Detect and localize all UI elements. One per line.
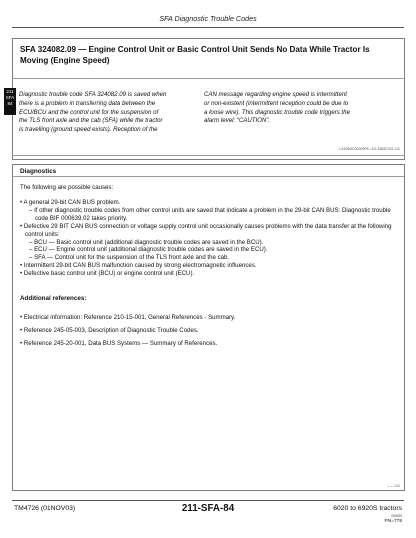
header-title: SFA Diagnostic Trouble Codes [159,14,257,23]
cause-item: • Intermittent 29-bit CAN BUS malfunction caused by strong electromagnetic influences. [20,262,257,270]
description-column-left [19,91,195,135]
section-code: LX20506,00000F5 –19–16DEC03–1/1 [339,147,400,151]
description-line: there is a problem in transferring data between the [19,99,156,107]
description-column-right [204,91,394,126]
footer-pn: PN=778 [384,519,402,524]
footer-manual-id: TM4726 (01NOV03) [14,505,76,512]
cause-subitem: – BCU — Basic control unit (additional diagnostic trouble codes are saved in the BCU). [29,238,264,246]
description-line: alarm level: “CAUTION”. [204,117,271,125]
diagnostics-code: – – –1/1 [387,484,400,488]
reference-item: • Electrical information: Reference 210-15-001, General References - Summary. [20,314,236,321]
description-line: Diagnostic trouble code SFA 324082.09 is saved when [19,91,167,98]
side-tab-line: 211 [6,89,14,94]
reference-item: • Reference 245-05-003, Description of Diagnostic Trouble Codes. [20,327,199,334]
description-line: ECU/BCU and the control unit for the suspension of [19,108,159,116]
header-rule [12,27,404,28]
cause-item: • A general 29-bit CAN BUS problem. [20,199,121,206]
cause-subitem: – ECU — Engine control unit (additional diagnostic trouble codes are saved in the ECU). [29,246,268,254]
cause-item: • Defective 29 BIT CAN BUS connection or voltage supply control unit occasionally causes problems with the data transfer at the following control units: [20,222,392,238]
reference-item: • Reference 245-20-001, Data BUS Systems — Summary of References. [20,340,218,347]
description-line: or non-existent (intermittent reception could be due to [204,99,349,107]
diagnostics-intro: The following are possible causes: [20,184,114,191]
footer-page-number: 211-SFA-84 [181,503,235,514]
cause-subitem: – If other diagnostic trouble codes from other control units are saved that indicate a problem in the 29-bit CAN BUS: Diagnostic trouble code BIF 000639.02 takes priority. [29,206,391,222]
description-line: is travelling (ground speed exists). Reception of the [19,126,158,134]
diagnostics-title: Diagnostics [20,168,57,175]
section-title: SFA 324082.09 — Engine Control Unit or Basic Control Unit Sends No Data While Tractor Is Moving (Engine Speed) [20,45,370,65]
section-bottom-divider [12,155,405,156]
description-line: a loose wire). This diagnostic trouble code triggers the [204,108,350,116]
footer-small-code: 000000 [391,514,402,518]
footer-rule [12,500,404,501]
additional-references-title: Additional references: [20,295,87,302]
section-title-divider [12,78,405,79]
description-line: the TLS front axle and the cab (SFA) while the tractor [19,117,163,125]
side-tab-line: 84 [7,101,13,106]
cause-subitem: – SFA — Control unit for the suspension of the TLS front axle and the cab. [29,254,230,262]
side-tab-line: SFA [5,95,15,100]
side-tab [4,88,16,115]
description-line: CAN message regarding engine speed is intermittent [204,91,347,98]
cause-item: • Defective basic control unit (BCU) or engine control unit (ECU). [20,270,195,278]
diagnostics-divider [12,176,404,177]
footer-model-range: 6020 to 6920S tractors [333,505,402,512]
causes-list [20,199,392,278]
